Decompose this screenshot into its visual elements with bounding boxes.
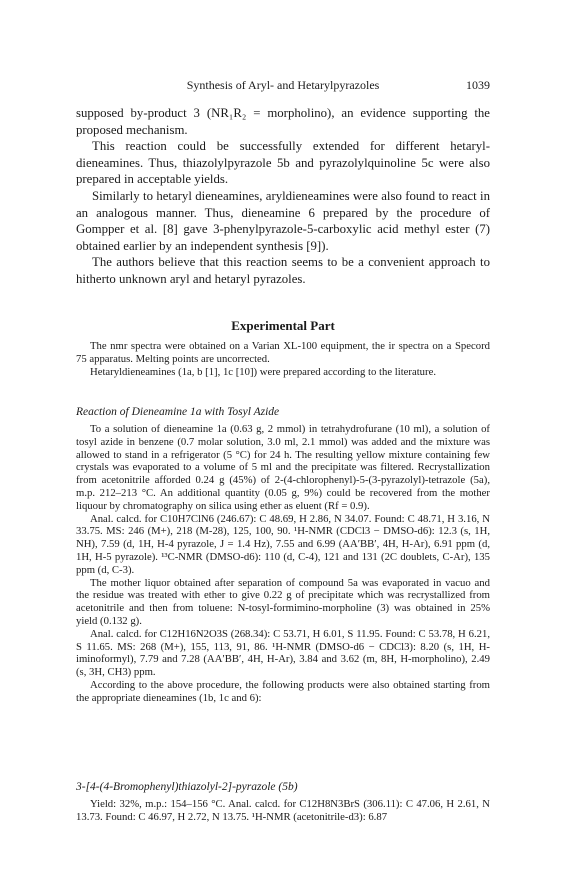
page-number: 1039 [466, 78, 490, 92]
discussion-text [76, 105, 490, 288]
paragraph: The authors believe that this reaction seems to be a convenient approach to hitherto unknown aryl and hetaryl pyrazoles. [76, 255, 490, 286]
paragraph: Anal. calcd. for C12H16N2O3S (268.34): C 53.71, H 6.01, S 11.95. Found: C 53.78, H 6.21, S 11.65. MS: 268 (M+), 155, 113, 91, 86. ¹H-NMR (DMSO-d6 − CDCl3): 8.20 (s, 1H, H-iminoformyl), 7.79 and 7.28 (AA′BB′, 4H, H-Ar), 3.84 and 3.62 (m, 8H, H-morpholino), 2.49 (s, 3H, CH3) ppm. [76, 627, 490, 679]
paragraph: The nmr spectra were obtained on a Varian XL-100 equipment, the ir spectra on a Specord 75 apparatus. Melting points are uncorrected. [76, 340, 490, 365]
running-title: Synthesis of Aryl- and Hetarylpyrazoles [186, 78, 380, 92]
paragraph: Hetaryldieneamines (1a, b [1], 1c [10]) were prepared according to the literature. [90, 365, 436, 378]
paragraph: To a solution of dieneamine 1a (0.63 g, 2 mmol) in tetrahydrofurane (10 ml), a solution of tosyl azide in benzene (0.7 molar solution, 3.0 ml, 2.1 mmol) was added and the mixture was allowed to stand in a refrigerator (5 °C) for 24 h. The resulting yellow mixture containing few crystals was evaporated to a volume of 5 ml and the precipitate was filtered. Recrystallization from acetonitrile afforded 0.24 g (45%) of 2-(4-chlorophenyl)-5-(3-pyrazolyl)-tetrazole (5a), m.p. 212–213 °C. An additional quantity (0.05 g, 9%) could be recovered from the mother liquour by chromatography on silica using ether as eluent (Rf = 0.9). [76, 423, 490, 512]
paragraph: Similarly to hetaryl dieneamines, aryldieneamines were also found to react in an analogous manner. Thus, dieneamine 6 prepared by the procedure of Gompper et al. [8] gave 3-phenylpyrazole-5-carboxylic acid methyl ester (7) obtained earlier by an independent synthesis [9]). [76, 188, 490, 253]
experimental-text [76, 340, 490, 378]
reaction-text [76, 423, 490, 705]
paragraph: According to the above procedure, the following products were also obtained starting from the appropriate dieneamines (1b, 1c and 6): [76, 678, 490, 704]
paragraph: supposed by-product 3 (NR₁R₂ = morpholino), an evidence supporting the proposed mechanism. [76, 106, 490, 137]
paragraph: This reaction could be successfully extended for different hetaryl-dieneamines. Thus, thiazolylpyrazole 5b and pyrazolylquinoline 5c were also prepared in acceptable yields. [76, 139, 490, 187]
paragraph: Anal. calcd. for C10H7ClN6 (246.67): C 48.69, H 2.86, N 34.07. Found: C 48.71, H 3.16, N 33.75. MS: 246 (M+), 218 (M-28), 125, 100, 90. ¹H-NMR (CDCl3 − DMSO-d6): 12.3 (s, 1H, NH), 7.59 (d, 1H, H-4 pyrazole, J = 1.4 Hz), 7.55 and 6.99 (AA′BB′, 4H, H-Ar), 6.91 ppm (d, 1H, H-5 pyrazole). ¹³C-NMR (DMSO-d6): 110 (d, C-4), 121 and 131 (2C doublets, C-Ar), 135 ppm (d, C-3). [76, 512, 490, 576]
running-header [76, 78, 490, 94]
paragraph: The mother liquor obtained after separation of compound 5a was evaporated in vacuo and the residue was treated with ether to give 0.22 g of precipitate which was recrystallized from acetonitrile and then from toluene: N-tosyl-formimino-morpholine (3) was obtained in 25% yield (0.132 g). [76, 576, 490, 627]
paragraph: Yield: 32%, m.p.: 154–156 °C. Anal. calcd. for C12H8N3BrS (306.11): C 47.06, H 2.61, N 13.73. Found: C 46.97, H 2.72, N 13.75. ¹H-NMR (acetonitrile-d3): 6.87 [76, 798, 490, 823]
subheading: 3-[4-(4-Bromophenyl)thiazolyl-2]-pyrazole (5b) [76, 781, 298, 793]
compound-text [76, 798, 490, 824]
section-heading: Experimental Part [231, 318, 335, 333]
subheading: Reaction of Dieneamine 1a with Tosyl Azide [76, 406, 280, 418]
